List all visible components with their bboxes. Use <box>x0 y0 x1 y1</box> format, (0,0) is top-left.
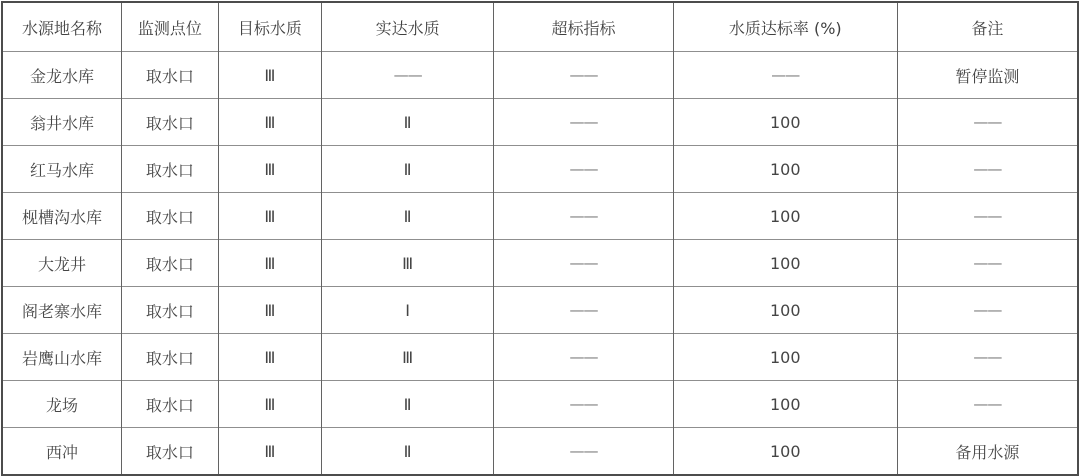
table-header-row <box>2 2 1078 52</box>
cell-target-quality: Ⅲ <box>218 287 321 334</box>
cell-actual-quality: Ⅱ <box>322 99 494 146</box>
cell-source-name: 红马水库 <box>2 146 121 193</box>
cell-actual-quality: Ⅱ <box>322 381 494 428</box>
table-row <box>2 428 1078 476</box>
cell-exceed-indicator: —— <box>494 287 674 334</box>
water-source-quality-table-container <box>0 1 1080 466</box>
cell-compliance-rate: 100 <box>673 287 897 334</box>
cell-source-name: 西冲 <box>2 428 121 476</box>
cell-remark: 备用水源 <box>897 428 1078 476</box>
column-header-monitor-point: 监测点位 <box>121 2 218 52</box>
cell-source-name: 枧槽沟水库 <box>2 193 121 240</box>
cell-exceed-indicator: —— <box>494 240 674 287</box>
cell-source-name: 阁老寨水库 <box>2 287 121 334</box>
cell-monitor-point: 取水口 <box>121 334 218 381</box>
cell-exceed-indicator: —— <box>494 381 674 428</box>
column-header-remark: 备注 <box>897 2 1078 52</box>
cell-target-quality: Ⅲ <box>218 193 321 240</box>
water-source-quality-table <box>1 1 1079 476</box>
cell-monitor-point: 取水口 <box>121 287 218 334</box>
cell-actual-quality: Ⅰ <box>322 287 494 334</box>
column-header-actual-quality: 实达水质 <box>322 2 494 52</box>
cell-target-quality: Ⅲ <box>218 240 321 287</box>
cell-compliance-rate: 100 <box>673 146 897 193</box>
table-row <box>2 193 1078 240</box>
cell-remark: —— <box>897 193 1078 240</box>
cell-target-quality: Ⅲ <box>218 428 321 476</box>
column-header-compliance-rate: 水质达标率 (%) <box>673 2 897 52</box>
table-row <box>2 146 1078 193</box>
table-row <box>2 52 1078 99</box>
cell-target-quality: Ⅲ <box>218 381 321 428</box>
cell-monitor-point: 取水口 <box>121 146 218 193</box>
cell-compliance-rate: 100 <box>673 99 897 146</box>
table-row <box>2 240 1078 287</box>
cell-remark: 暂停监测 <box>897 52 1078 99</box>
cell-target-quality: Ⅲ <box>218 99 321 146</box>
column-header-source-name: 水源地名称 <box>2 2 121 52</box>
cell-remark: —— <box>897 146 1078 193</box>
cell-monitor-point: 取水口 <box>121 99 218 146</box>
cell-target-quality: Ⅲ <box>218 334 321 381</box>
cell-monitor-point: 取水口 <box>121 381 218 428</box>
cell-source-name: 大龙井 <box>2 240 121 287</box>
cell-actual-quality: Ⅱ <box>322 428 494 476</box>
cell-monitor-point: 取水口 <box>121 240 218 287</box>
column-header-target-quality: 目标水质 <box>218 2 321 52</box>
cell-compliance-rate: 100 <box>673 240 897 287</box>
cell-actual-quality: —— <box>322 52 494 99</box>
cell-actual-quality: Ⅲ <box>322 240 494 287</box>
table-row <box>2 334 1078 381</box>
cell-exceed-indicator: —— <box>494 334 674 381</box>
cell-exceed-indicator: —— <box>494 52 674 99</box>
cell-remark: —— <box>897 240 1078 287</box>
column-header-exceed-indicator: 超标指标 <box>494 2 674 52</box>
cell-actual-quality: Ⅱ <box>322 146 494 193</box>
cell-source-name: 龙场 <box>2 381 121 428</box>
table-row <box>2 381 1078 428</box>
cell-compliance-rate: 100 <box>673 334 897 381</box>
cell-monitor-point: 取水口 <box>121 52 218 99</box>
cell-compliance-rate: 100 <box>673 193 897 240</box>
cell-compliance-rate: 100 <box>673 381 897 428</box>
cell-remark: —— <box>897 334 1078 381</box>
cell-monitor-point: 取水口 <box>121 428 218 476</box>
cell-exceed-indicator: —— <box>494 428 674 476</box>
cell-compliance-rate: 100 <box>673 428 897 476</box>
table-row <box>2 99 1078 146</box>
cell-exceed-indicator: —— <box>494 146 674 193</box>
cell-exceed-indicator: —— <box>494 99 674 146</box>
cell-source-name: 金龙水库 <box>2 52 121 99</box>
cell-actual-quality: Ⅲ <box>322 334 494 381</box>
cell-compliance-rate: —— <box>673 52 897 99</box>
cell-remark: —— <box>897 287 1078 334</box>
cell-target-quality: Ⅲ <box>218 146 321 193</box>
cell-monitor-point: 取水口 <box>121 193 218 240</box>
cell-remark: —— <box>897 381 1078 428</box>
cell-source-name: 翁井水库 <box>2 99 121 146</box>
cell-exceed-indicator: —— <box>494 193 674 240</box>
cell-source-name: 岩鹰山水库 <box>2 334 121 381</box>
table-row <box>2 287 1078 334</box>
cell-target-quality: Ⅲ <box>218 52 321 99</box>
cell-actual-quality: Ⅱ <box>322 193 494 240</box>
cell-remark: —— <box>897 99 1078 146</box>
